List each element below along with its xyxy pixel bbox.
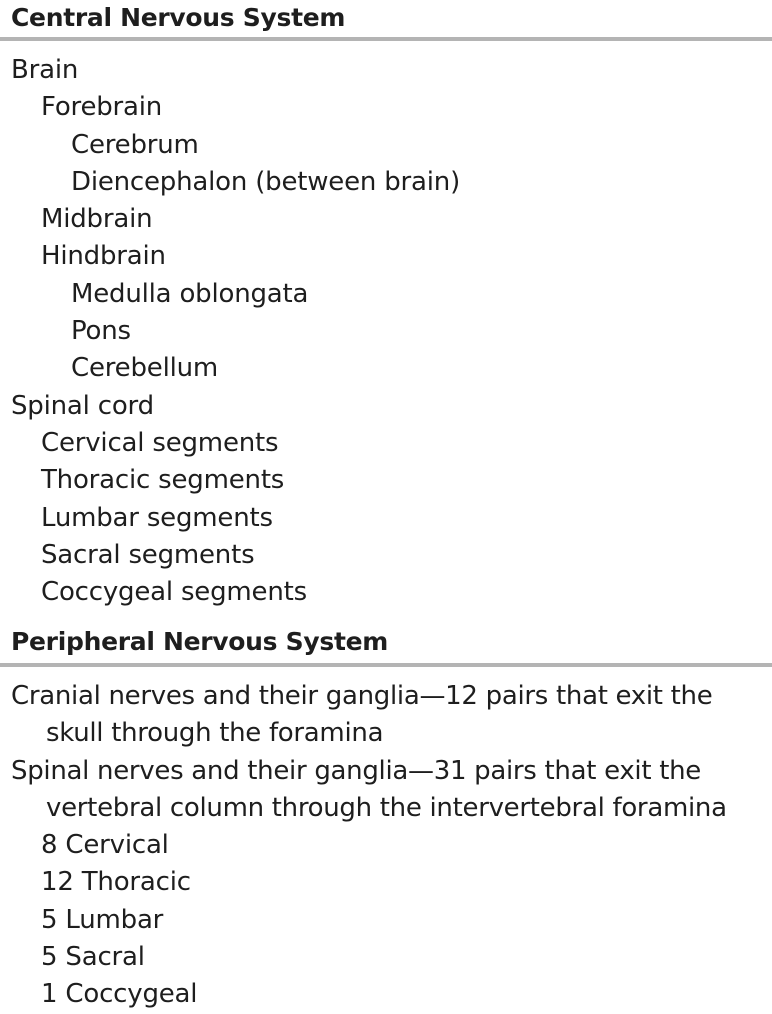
pns-count-cervical: 8 Cervical [41, 830, 169, 861]
pns-item-spinal-nerves: Spinal nerves and their ganglia—31 pairs that exit the vertebral column through the intervertebral foramina [11, 755, 727, 823]
cns-item-lumbar-segments: Lumbar segments [41, 502, 273, 533]
pns-list [0, 678, 772, 1014]
cns-item-pons: Pons [71, 316, 131, 347]
cns-item-cervical-segments: Cervical segments [41, 427, 279, 458]
pns-section-header [0, 624, 772, 670]
cns-item-coccygeal-segments: Coccygeal segments [41, 577, 307, 608]
cns-item-cerebrum: Cerebrum [71, 129, 199, 160]
cns-item-cerebellum: Cerebellum [71, 353, 219, 384]
pns-count-thoracic: 12 Thoracic [41, 867, 191, 898]
cns-item-forebrain: Forebrain [41, 92, 163, 123]
cns-item-medulla-oblongata: Medulla oblongata [71, 278, 309, 309]
pns-count-lumbar: 5 Lumbar [41, 904, 164, 935]
cns-item-thoracic-segments: Thoracic segments [41, 465, 285, 496]
pns-count-coccygeal: 1 Coccygeal [41, 979, 198, 1010]
pns-item-cranial-nerves: Cranial nerves and their ganglia—12 pairs that exit the skull through the foramina [11, 681, 713, 749]
cns-section-title: Central Nervous System [11, 3, 346, 32]
cns-item-diencephalon: Diencephalon (between brain) [71, 166, 461, 197]
pns-count-sacral: 5 Sacral [41, 942, 145, 973]
cns-item-hindbrain: Hindbrain [41, 241, 166, 272]
cns-divider [0, 37, 772, 41]
cns-item-spinal-cord: Spinal cord [11, 390, 154, 421]
pns-section-title: Peripheral Nervous System [11, 627, 388, 656]
cns-item-midbrain: Midbrain [41, 204, 153, 235]
pns-divider [0, 663, 772, 667]
cns-section-header [0, 0, 772, 44]
cns-item-brain: Brain [11, 55, 79, 85]
cns-item-sacral-segments: Sacral segments [41, 539, 255, 570]
cns-list [0, 52, 772, 611]
